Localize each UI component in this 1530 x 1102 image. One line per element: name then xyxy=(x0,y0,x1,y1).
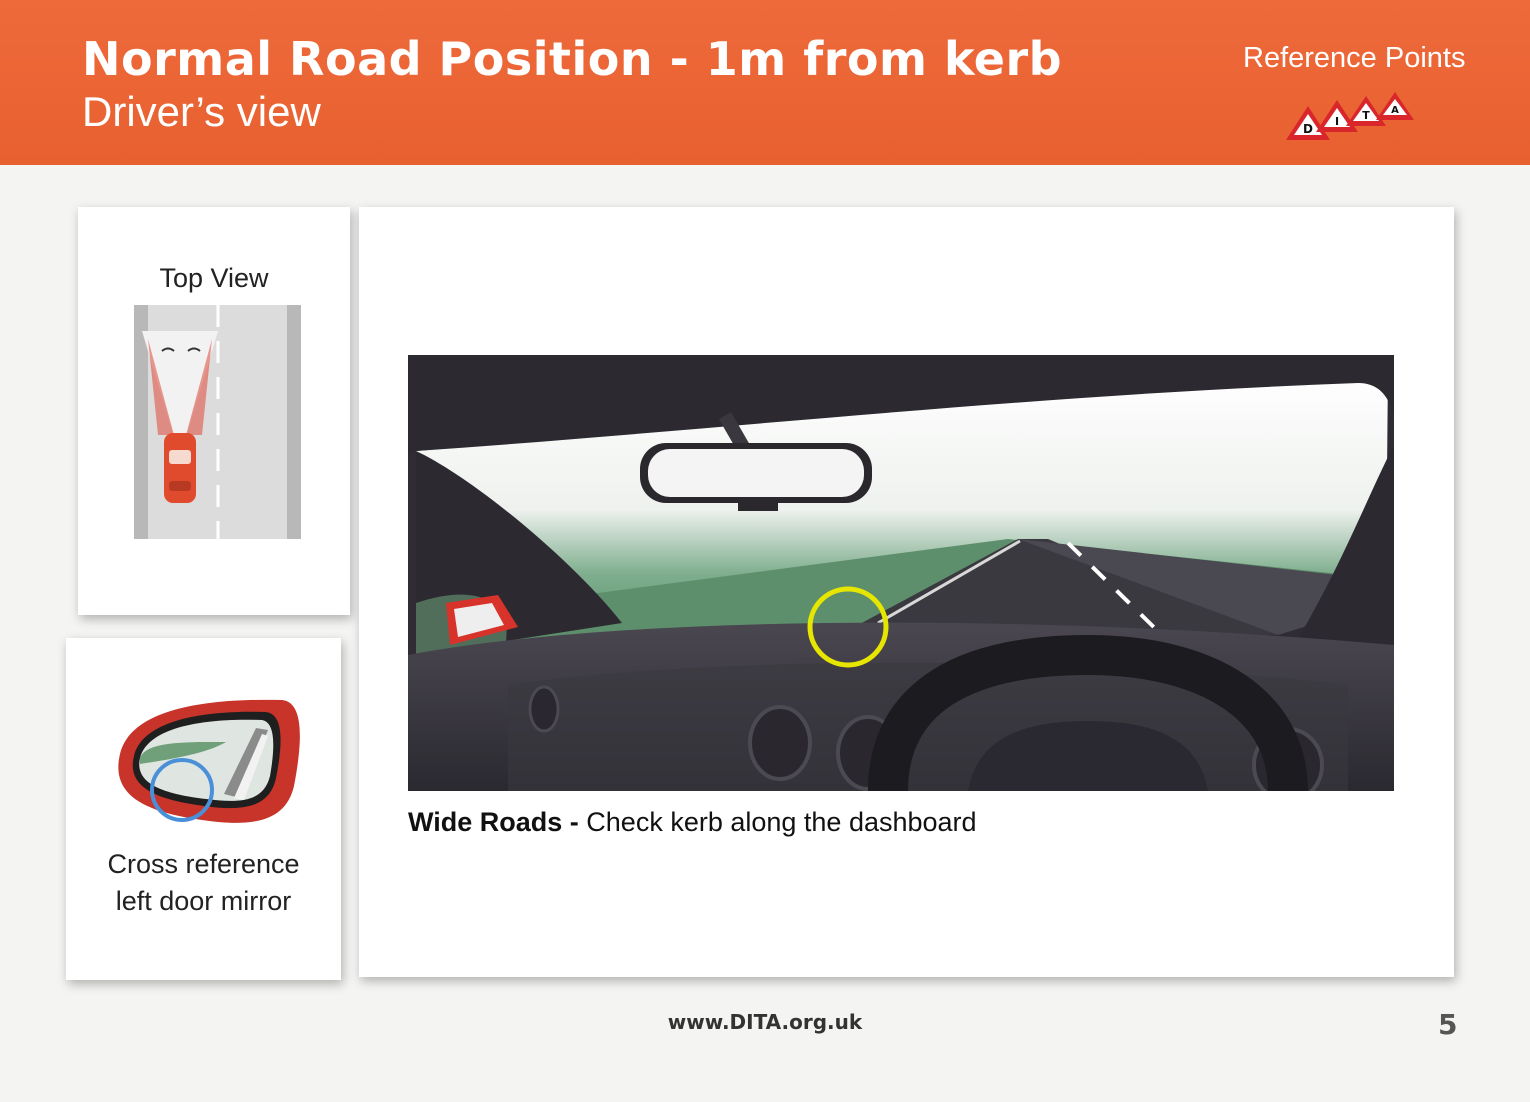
top-view-car-diagram xyxy=(134,305,301,539)
caption-text: Check kerb along the dashboard xyxy=(586,807,977,837)
main-view-panel xyxy=(359,207,1454,977)
mirror-caption-line1: Cross reference xyxy=(107,849,300,879)
header-banner xyxy=(0,0,1530,165)
driver-windscreen-view xyxy=(408,355,1394,791)
page-number: 5 xyxy=(1438,1008,1458,1041)
logo-letter-a: A xyxy=(1391,105,1399,116)
dita-logo-sign-a xyxy=(1376,92,1414,120)
reference-points-label: Reference Points xyxy=(1243,42,1466,74)
logo-letter-d: D xyxy=(1303,122,1313,136)
top-view-label: Top View xyxy=(159,263,269,293)
logo-letter-t: T xyxy=(1362,109,1370,122)
dita-logo-sign-i xyxy=(1316,100,1358,132)
mirror-caption-line2: left door mirror xyxy=(115,886,292,916)
caption-bold: Wide Roads - xyxy=(408,807,579,837)
mirror-caption xyxy=(66,846,341,920)
page-subtitle: Driver’s view xyxy=(82,88,321,135)
dita-logo xyxy=(1280,88,1420,146)
mirror-panel xyxy=(66,638,341,980)
main-caption xyxy=(408,807,977,838)
footer-url: www.DITA.org.uk xyxy=(667,1010,863,1034)
logo-letter-i: I xyxy=(1334,115,1340,128)
top-view-panel xyxy=(78,207,350,615)
door-mirror-illustration xyxy=(106,694,306,836)
dita-logo-sign-t xyxy=(1346,96,1386,126)
page-title: Normal Road Position - 1m from kerb xyxy=(82,32,1063,86)
